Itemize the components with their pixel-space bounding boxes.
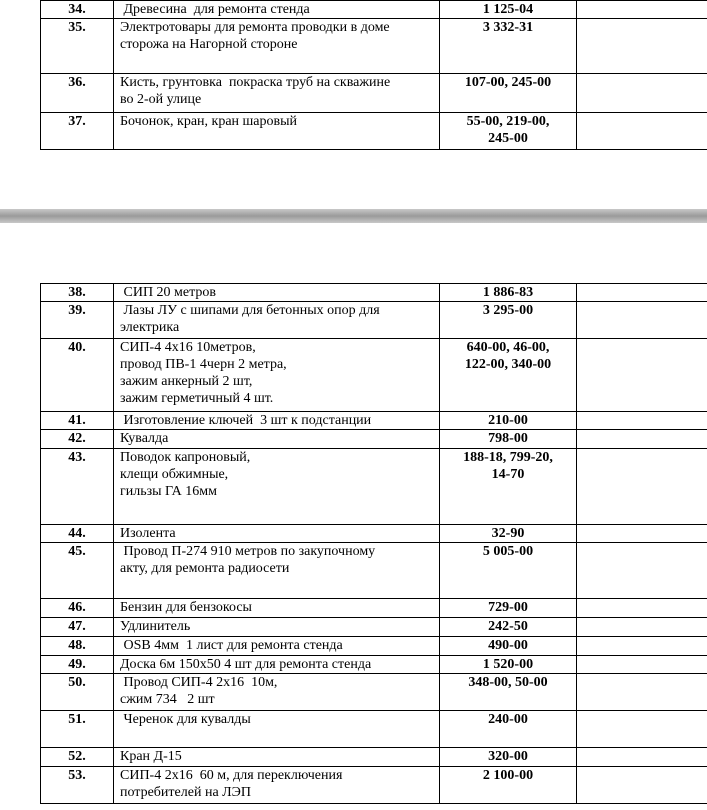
empty-cell <box>577 339 707 412</box>
amount-line: 32-90 <box>491 526 525 541</box>
item-description <box>114 302 440 339</box>
description-line: провод ПВ-1 4черн 2 метра, <box>120 357 287 372</box>
description-line: сжим 734 2 шт <box>120 692 215 707</box>
empty-cell <box>577 767 707 804</box>
item-amount <box>440 412 577 430</box>
expense-table-top <box>40 0 707 150</box>
description-line: Поводок капроновый, <box>120 450 251 465</box>
item-amount <box>440 674 577 711</box>
item-amount <box>440 656 577 674</box>
amount-line: 1 520-00 <box>482 657 534 672</box>
empty-cell <box>577 711 707 748</box>
description-line: СИП 20 метров <box>120 285 217 300</box>
row-number: 53. <box>41 767 114 804</box>
row-number: 41. <box>41 412 114 430</box>
table-row <box>41 74 707 113</box>
description-line: Древесина для ремонта стенда <box>120 2 310 17</box>
item-amount <box>440 599 577 618</box>
description-line: Кисть, грунтовка покраска труб на скважине <box>120 75 391 90</box>
item-amount <box>440 430 577 449</box>
empty-cell <box>577 748 707 767</box>
item-amount <box>440 767 577 804</box>
item-amount <box>440 1 577 19</box>
item-description <box>114 767 440 804</box>
item-amount <box>440 711 577 748</box>
row-number: 46. <box>41 599 114 618</box>
item-description <box>114 449 440 525</box>
empty-cell <box>577 284 707 302</box>
empty-cell <box>577 674 707 711</box>
description-line: клещи обжимные, <box>120 467 229 482</box>
description-line: акту, для ремонта радиосети <box>120 561 290 576</box>
item-description <box>114 284 440 302</box>
row-number: 40. <box>41 339 114 412</box>
table-row <box>41 767 707 804</box>
item-amount <box>440 618 577 637</box>
amount-line: 490-00 <box>488 638 528 653</box>
description-line: Изготовление ключей 3 шт к подстанции <box>120 413 372 428</box>
item-description <box>114 430 440 449</box>
row-number: 47. <box>41 618 114 637</box>
description-line: СИП-4 2х16 60 м, для переключения <box>120 768 343 783</box>
amount-line: 240-00 <box>488 712 528 727</box>
description-line: гильзы ГА 16мм <box>120 484 217 499</box>
empty-cell <box>577 599 707 618</box>
table-row <box>41 618 707 637</box>
description-line: Провод П-274 910 метров по закупочному <box>120 544 376 559</box>
description-line: Изолента <box>120 526 176 541</box>
item-description <box>114 525 440 543</box>
item-description <box>114 74 440 113</box>
row-number: 44. <box>41 525 114 543</box>
amount-line: 2 100-00 <box>482 768 534 783</box>
row-number: 36. <box>41 74 114 113</box>
description-line: Провод СИП-4 2х16 10м, <box>120 675 278 690</box>
description-line: OSB 4мм 1 лист для ремонта стенда <box>120 638 343 653</box>
empty-cell <box>577 618 707 637</box>
amount-line: 320-00 <box>488 749 528 764</box>
row-number: 42. <box>41 430 114 449</box>
table-body <box>41 1 707 150</box>
amount-line: 729-00 <box>488 600 528 615</box>
description-line: сторожа на Нагорной стороне <box>120 37 298 52</box>
item-amount <box>440 19 577 74</box>
amount-line: 245-00 <box>488 131 528 146</box>
table-row <box>41 339 707 412</box>
table-row <box>41 430 707 449</box>
item-description <box>114 19 440 74</box>
table-row <box>41 599 707 618</box>
amount-line: 1 125-04 <box>482 2 534 17</box>
description-line: Лазы ЛУ с шипами для бетонных опор для <box>120 303 380 318</box>
description-line: Удлинитель <box>120 619 191 634</box>
row-number: 43. <box>41 449 114 525</box>
description-line: Бензин для бензокосы <box>120 600 252 615</box>
expense-table-bottom <box>40 283 707 804</box>
table-row <box>41 19 707 74</box>
row-number: 38. <box>41 284 114 302</box>
item-amount <box>440 113 577 150</box>
table-row <box>41 113 707 150</box>
empty-cell <box>577 543 707 599</box>
table-row <box>41 525 707 543</box>
empty-cell <box>577 656 707 674</box>
row-number: 49. <box>41 656 114 674</box>
description-line: потребителей на ЛЭП <box>120 785 252 800</box>
description-line: Кран Д-15 <box>120 749 182 764</box>
description-line: Электротовары для ремонта проводки в доме <box>120 20 390 35</box>
page-break <box>0 209 707 223</box>
table-row <box>41 637 707 656</box>
item-description <box>114 674 440 711</box>
empty-cell <box>577 302 707 339</box>
table-row <box>41 1 707 19</box>
description-line: Бочонок, кран, кран шаровый <box>120 114 298 129</box>
item-description <box>114 339 440 412</box>
empty-cell <box>577 1 707 19</box>
item-description <box>114 618 440 637</box>
description-line: Черенок для кувалды <box>120 712 251 727</box>
item-description <box>114 412 440 430</box>
amount-line: 210-00 <box>488 413 528 428</box>
amount-line: 14-70 <box>491 467 525 482</box>
table-row <box>41 284 707 302</box>
empty-cell <box>577 113 707 150</box>
amount-line: 798-00 <box>488 431 528 446</box>
item-amount <box>440 637 577 656</box>
empty-cell <box>577 525 707 543</box>
item-amount <box>440 74 577 113</box>
description-line: зажим герметичный 4 шт. <box>120 391 274 406</box>
item-description <box>114 543 440 599</box>
amount-line: 5 005-00 <box>482 544 534 559</box>
item-amount <box>440 748 577 767</box>
empty-cell <box>577 19 707 74</box>
item-description <box>114 656 440 674</box>
description-line: Доска 6м 150х50 4 шт для ремонта стенда <box>120 657 372 672</box>
amount-line: 107-00, 245-00 <box>464 75 552 90</box>
row-number: 37. <box>41 113 114 150</box>
amount-line: 348-00, 50-00 <box>468 675 548 690</box>
amount-line: 55-00, 219-00, <box>466 114 550 129</box>
table-row <box>41 711 707 748</box>
row-number: 51. <box>41 711 114 748</box>
description-line: электрика <box>120 320 180 335</box>
item-description <box>114 599 440 618</box>
item-amount <box>440 525 577 543</box>
table-row <box>41 543 707 599</box>
empty-cell <box>577 637 707 656</box>
empty-cell <box>577 449 707 525</box>
item-amount <box>440 302 577 339</box>
description-line: во 2-ой улице <box>120 92 202 107</box>
item-amount <box>440 339 577 412</box>
table-row <box>41 656 707 674</box>
table-body <box>41 284 707 804</box>
row-number: 50. <box>41 674 114 711</box>
item-amount <box>440 284 577 302</box>
amount-line: 242-50 <box>488 619 528 634</box>
item-description <box>114 748 440 767</box>
item-description <box>114 113 440 150</box>
item-description <box>114 637 440 656</box>
amount-line: 640-00, 46-00, <box>466 340 550 355</box>
amount-line: 3 332-31 <box>482 20 534 35</box>
amount-line: 3 295-00 <box>482 303 534 318</box>
table-row <box>41 302 707 339</box>
table-row <box>41 412 707 430</box>
row-number: 45. <box>41 543 114 599</box>
item-description <box>114 711 440 748</box>
item-amount <box>440 543 577 599</box>
table-row <box>41 449 707 525</box>
item-amount <box>440 449 577 525</box>
row-number: 34. <box>41 1 114 19</box>
empty-cell <box>577 412 707 430</box>
description-line: Кувалда <box>120 431 169 446</box>
amount-line: 122-00, 340-00 <box>464 357 552 372</box>
amount-line: 1 886-83 <box>482 285 534 300</box>
description-line: СИП-4 4х16 10метров, <box>120 340 256 355</box>
empty-cell <box>577 430 707 449</box>
empty-cell <box>577 74 707 113</box>
table-row <box>41 748 707 767</box>
row-number: 39. <box>41 302 114 339</box>
row-number: 52. <box>41 748 114 767</box>
row-number: 48. <box>41 637 114 656</box>
table-row <box>41 674 707 711</box>
item-description <box>114 1 440 19</box>
description-line: зажим анкерный 2 шт, <box>120 374 253 389</box>
amount-line: 188-18, 799-20, <box>463 450 553 465</box>
row-number: 35. <box>41 19 114 74</box>
